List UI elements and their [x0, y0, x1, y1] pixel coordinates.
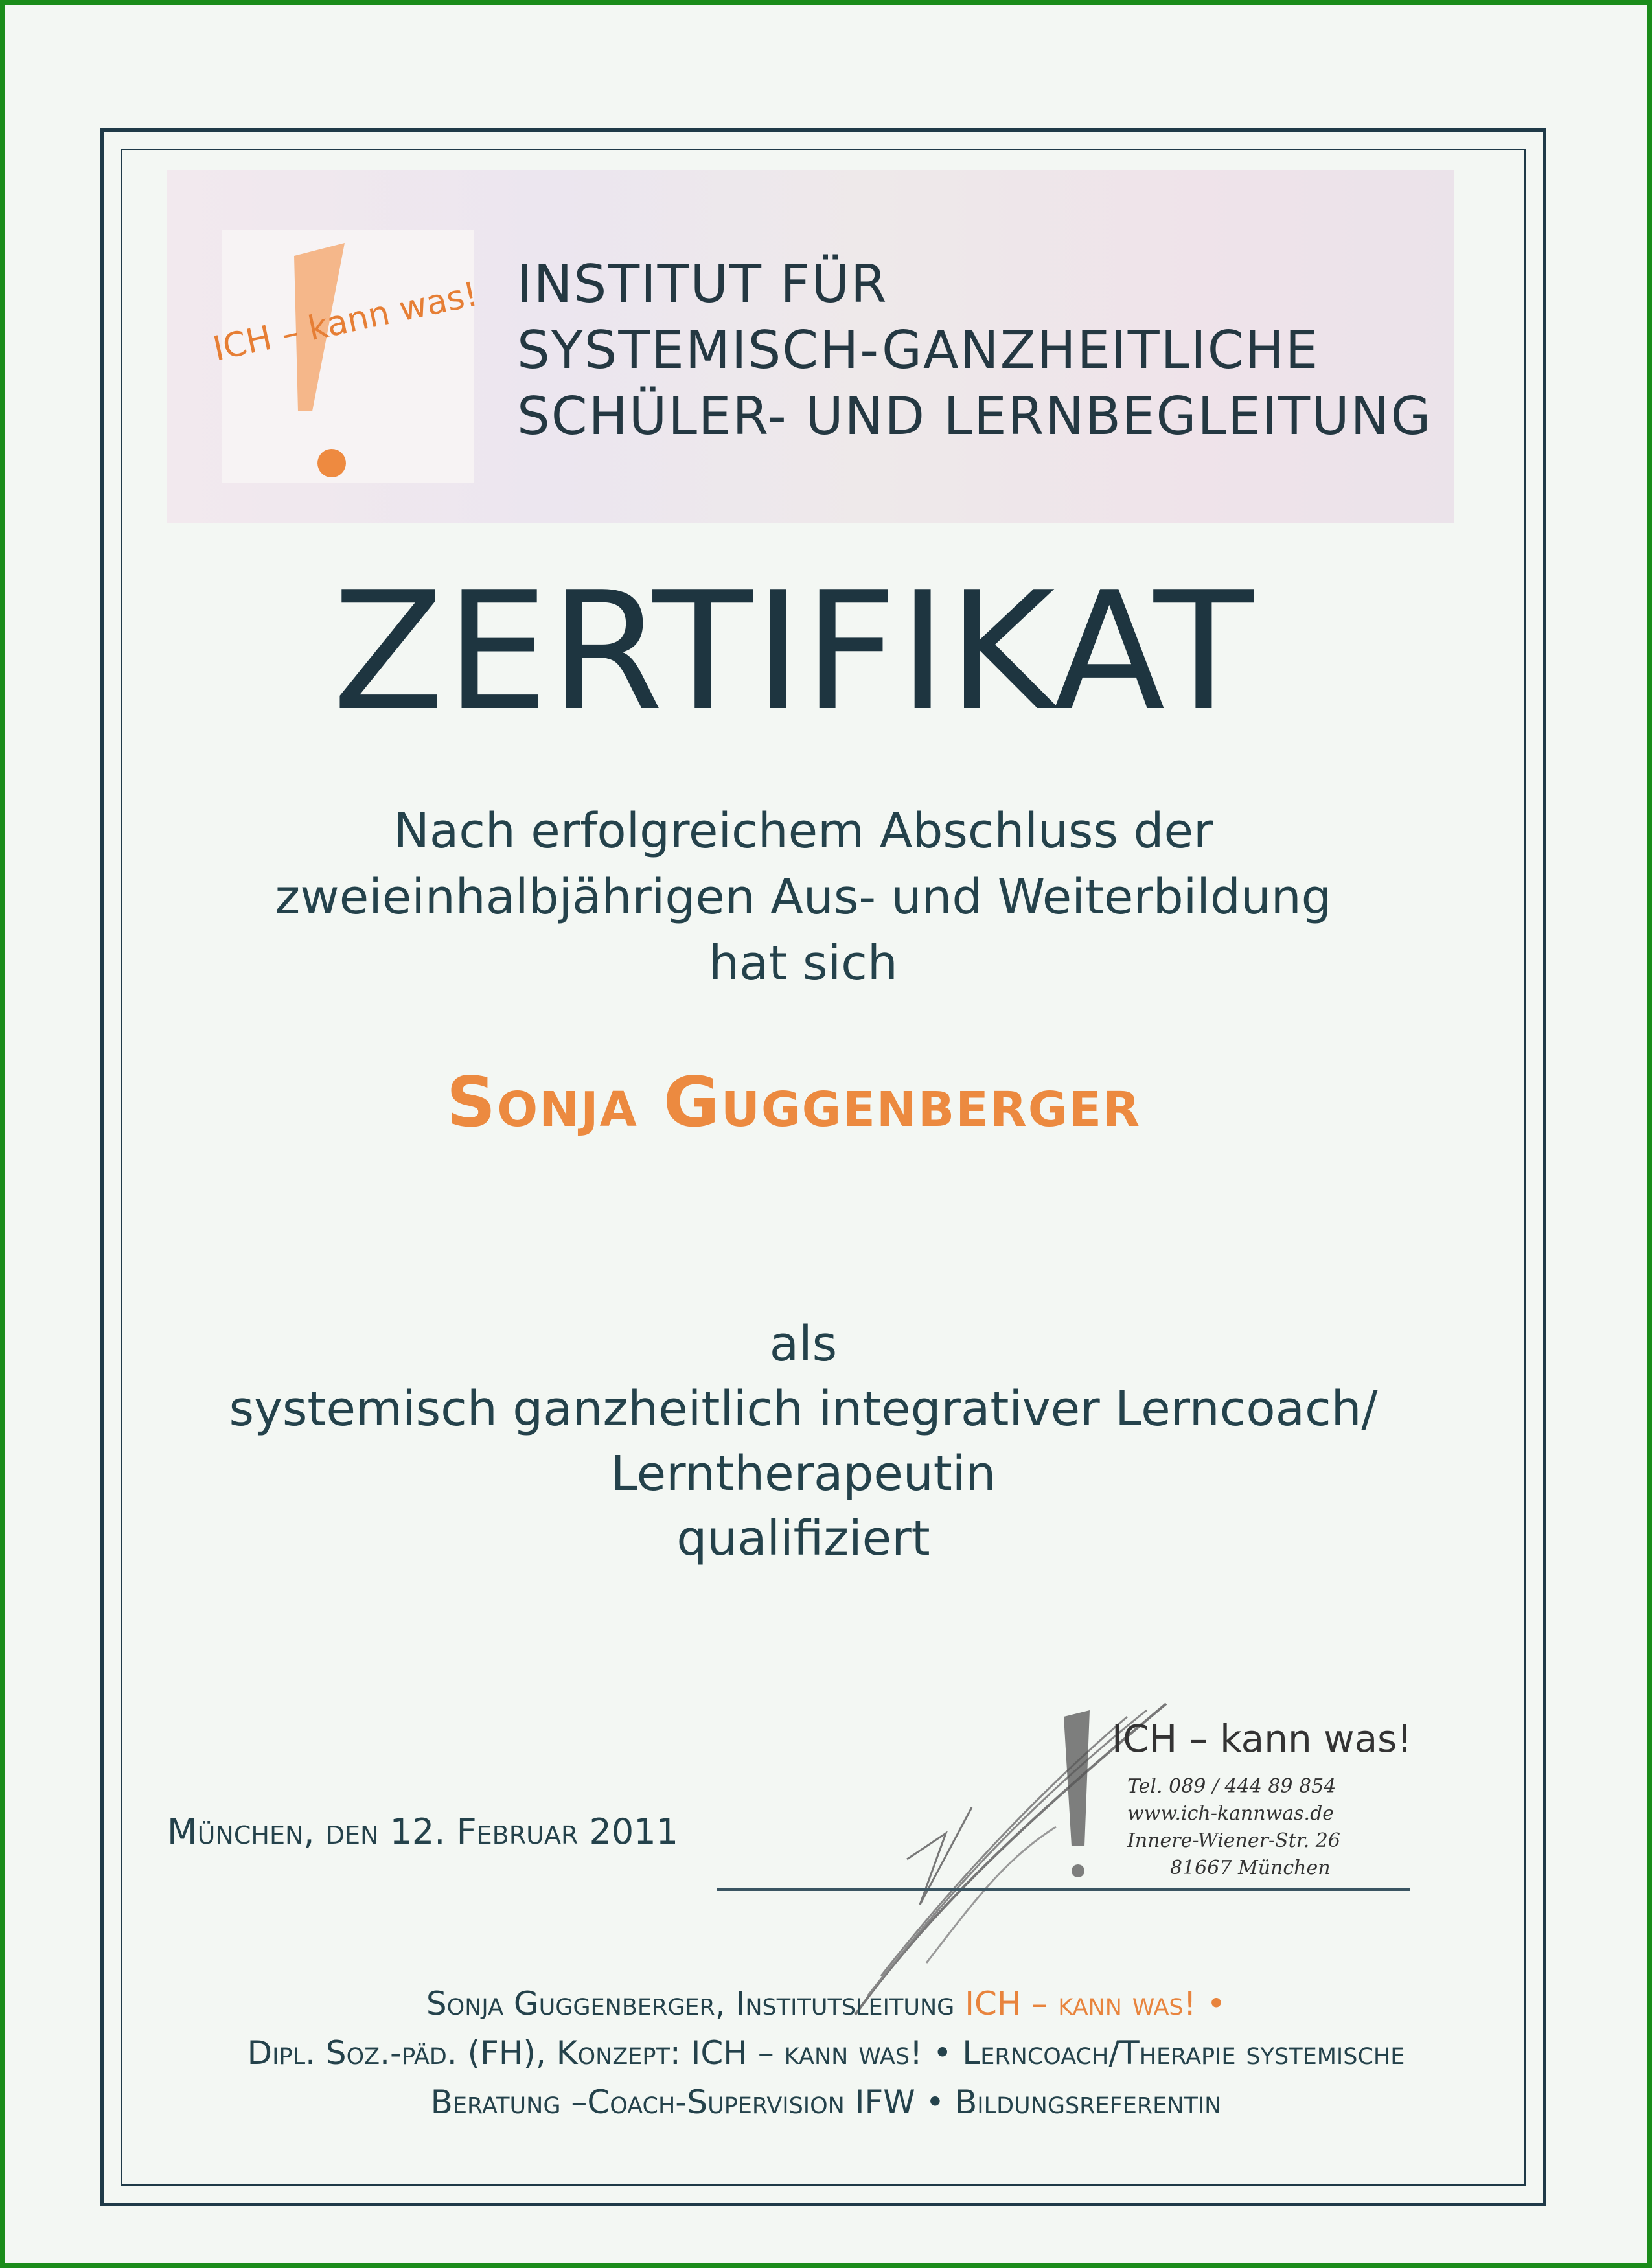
intro-line-3: hat sich — [709, 935, 898, 991]
stamp-title: ICH – kann was! — [1112, 1717, 1412, 1761]
stamp-street: Innere-Wiener-Str. 26 — [1127, 1829, 1340, 1852]
qualification-line-2: systemisch ganzheitlich integrativer Lerncoach/ — [229, 1381, 1378, 1437]
stamp-web: www.ich-kannwas.de — [1127, 1802, 1335, 1825]
header-line-3: SCHÜLER- UND LERNBEGLEITUNG — [517, 386, 1432, 446]
qualification-line-1: als — [769, 1316, 838, 1372]
stamp-phone: Tel. 089 / 444 89 854 — [1127, 1775, 1337, 1798]
certificate-title: ZERTIFIKAT — [332, 557, 1255, 747]
footer-line-2-text-a: Dipl. Soz.-päd. (FH), Konzept: — [247, 2034, 691, 2072]
header-line-2: SYSTEMISCH-GANZHEITLICHE — [517, 320, 1320, 380]
qualification-line-3: Lerntherapeutin — [610, 1446, 996, 1502]
date-line: München, den 12. Februar 2011 — [167, 1811, 678, 1852]
footer-line-2-text-b: • Lerncoach/Therapie systemische — [923, 2034, 1405, 2072]
qualification-line-4: qualifiziert — [676, 1511, 930, 1566]
footer-line-3: Beratung –Coach-Supervision IFW • Bildungsreferentin — [430, 2083, 1222, 2121]
logo-text: ICH – kann was! — [209, 275, 481, 369]
footer-line-2 — [0, 2034, 1652, 2072]
header-line-1: INSTITUT FÜR — [517, 254, 888, 314]
footer-brand-1: ICH – kann was! — [965, 1985, 1197, 2022]
footer-line-1-text: Sonja Guggenberger, Institutsleitung — [426, 1985, 965, 2022]
recipient-name: Sonja Guggenberger — [446, 1062, 1141, 1142]
stamp-city: 81667 München — [1170, 1857, 1331, 1879]
signature-line — [717, 1888, 1410, 1891]
intro-line-1: Nach erfolgreichem Abschluss der — [393, 803, 1213, 859]
footer-bullet-1: • — [1196, 1985, 1226, 2022]
footer-brand-2: ICH – kann was! — [691, 2034, 923, 2072]
intro-line-2: zweieinhalbjährigen Aus- und Weiterbildung — [275, 869, 1332, 925]
footer-line-1 — [0, 1985, 1652, 2022]
